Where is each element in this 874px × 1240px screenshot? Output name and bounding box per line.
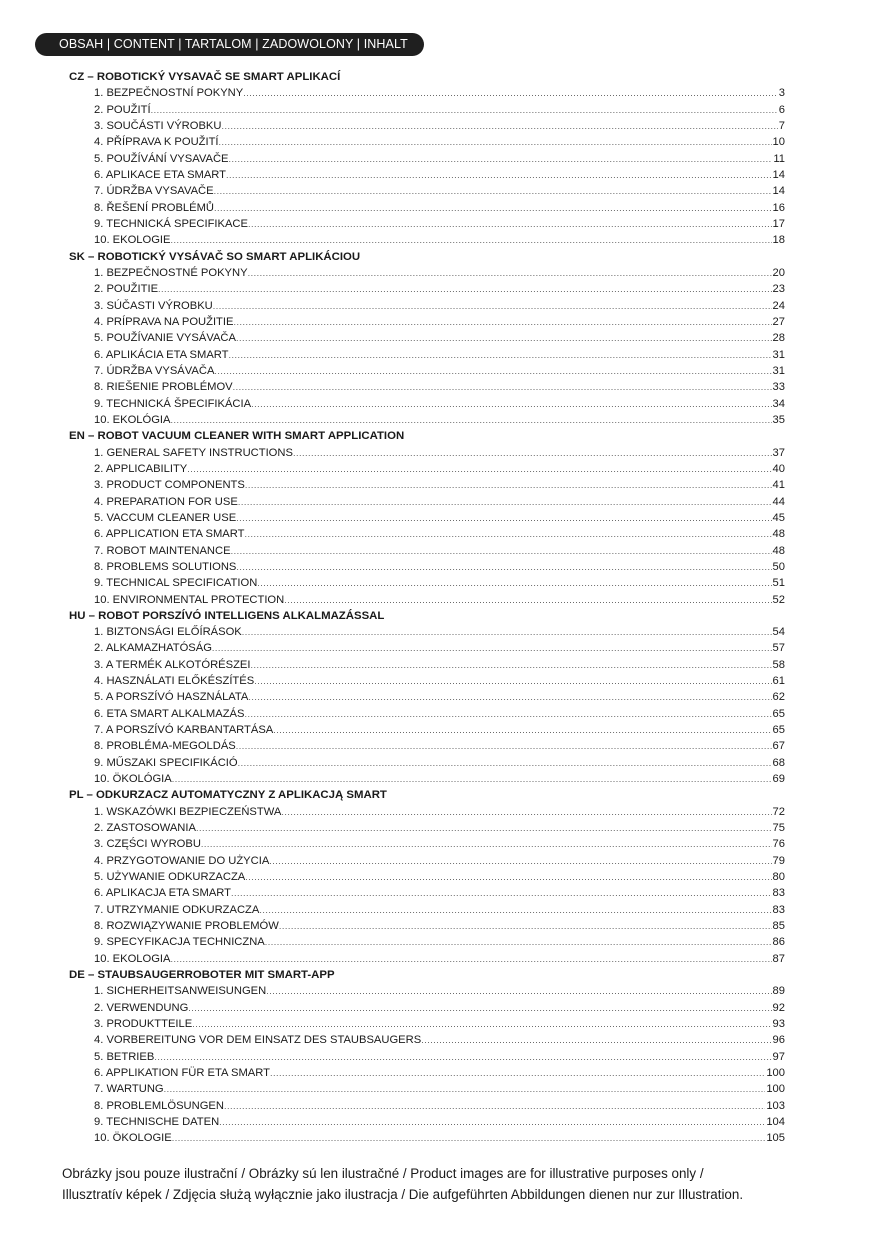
toc-entry[interactable] (69, 575, 785, 591)
entry-page-number: 7 (778, 119, 785, 132)
entry-page-number: 83 (772, 903, 785, 916)
entry-page-number: 104 (766, 1116, 785, 1128)
entry-label: 2. POUŽITIE (94, 283, 159, 296)
entry-label: 7. ÚDRŽBA VYSÁVAČA (94, 364, 215, 377)
dot-leader (245, 477, 772, 493)
toc-entry[interactable] (69, 396, 785, 412)
dot-leader (214, 183, 772, 199)
toc-entry[interactable] (69, 461, 785, 477)
dot-leader (238, 494, 772, 510)
toc-entry[interactable] (69, 477, 785, 493)
entry-label: 1. SICHERHEITSANWEISUNGEN (94, 985, 267, 998)
section-heading: PL – ODKURZACZ AUTOMATYCZNY Z APLIKACJĄ SMART (69, 789, 387, 802)
dot-leader (219, 1114, 765, 1130)
dot-leader (244, 706, 771, 722)
entry-page-number: 37 (772, 446, 785, 459)
table-of-contents (69, 69, 785, 1147)
dot-leader (188, 1000, 771, 1016)
entry-label: 3. SÚČASTI VÝROBKU (94, 299, 213, 312)
toc-entry[interactable] (69, 265, 785, 281)
dot-leader (172, 1130, 766, 1146)
entry-label: 4. HASZNÁLATI ELŐKÉSZÍTÉS (94, 675, 255, 688)
entry-page-number: 86 (772, 936, 785, 949)
entry-label: 7. A PORSZÍVÓ KARBANTARTÁSA (94, 724, 274, 737)
entry-page-number: 105 (766, 1132, 785, 1145)
entry-page-number: 57 (772, 642, 785, 655)
toc-entry[interactable] (69, 689, 785, 705)
section-heading: EN – ROBOT VACUUM CLEANER WITH SMART APPLICATION (69, 430, 405, 443)
dot-leader (254, 673, 771, 689)
entry-page-number: 10 (772, 136, 785, 149)
dot-leader (224, 1098, 765, 1114)
toc-entry[interactable] (69, 918, 785, 934)
toc-section (69, 249, 785, 429)
entry-label: 1. WSKAZÓWKI BEZPIECZEŃSTWA (94, 805, 282, 818)
entry-label: 10. EKOLOGIA (94, 952, 171, 965)
toc-entry[interactable] (69, 412, 785, 428)
toc-entry[interactable] (69, 755, 785, 771)
dot-leader (196, 820, 772, 836)
entry-page-number: 85 (772, 920, 785, 933)
dot-leader (170, 412, 771, 428)
disclaimer-line: Obrázky jsou pouze ilustrační / Obrázky sú len ilustračné / Product images are for illustrative purposes only / (62, 1166, 704, 1181)
entry-page-number: 80 (772, 871, 785, 884)
toc-entry[interactable] (69, 183, 785, 199)
dot-leader (151, 102, 778, 118)
entry-label: 3. PRODUCT COMPONENTS (94, 479, 245, 492)
dot-leader (279, 918, 772, 934)
entry-label: 9. MŰSZAKI SPECIFIKÁCIÓ (94, 756, 238, 769)
toc-entry[interactable] (69, 657, 785, 673)
entry-page-number: 45 (772, 511, 785, 524)
section-heading: SK – ROBOTICKÝ VYSÁVAČ SO SMART APLIKÁCIOU (69, 250, 361, 263)
dot-leader (229, 347, 772, 363)
entry-label: 8. PROBLEMS SOLUTIONS (94, 560, 237, 573)
dot-leader (236, 559, 771, 575)
toc-entry[interactable] (69, 592, 785, 608)
entry-label: 6. APLIKACJA ETA SMART (94, 887, 231, 900)
entry-page-number: 33 (772, 381, 785, 394)
entry-page-number: 18 (772, 234, 785, 247)
entry-page-number: 96 (772, 1034, 785, 1047)
disclaimer-line: Illusztratív képek / Zdjęcia służą wyłącznie jako ilustracja / Die aufgeführten Abbildungen dienen nur zur Illustration. (62, 1187, 744, 1202)
toc-entry[interactable] (69, 1049, 785, 1065)
dot-leader (229, 151, 773, 167)
entry-label: 10. ENVIRONMENTAL PROTECTION (94, 593, 285, 606)
entry-page-number: 50 (772, 560, 785, 573)
dot-leader (265, 934, 772, 950)
entry-label: 3. A TERMÉK ALKOTÓRÉSZEI (94, 658, 251, 671)
toc-entry[interactable] (69, 983, 785, 999)
entry-label: 6. APLIKÁCIA ETA SMART (94, 348, 229, 361)
illustration-disclaimer (62, 1163, 852, 1205)
entry-page-number: 17 (772, 217, 785, 230)
toc-entry[interactable] (69, 445, 785, 461)
entry-label: 2. ALKAMAZHATÓSÁG (94, 642, 212, 655)
entry-page-number: 24 (772, 299, 785, 312)
entry-page-number: 93 (772, 1018, 785, 1031)
toc-entry[interactable] (69, 902, 785, 918)
toc-entry[interactable] (69, 836, 785, 852)
toc-entry[interactable] (69, 543, 785, 559)
entry-label: 6. APPLICATION ETA SMART (94, 528, 245, 541)
dot-leader (214, 200, 772, 216)
toc-entry[interactable] (69, 330, 785, 346)
entry-page-number: 65 (772, 707, 785, 720)
dot-leader (164, 1081, 766, 1097)
toc-entry[interactable] (69, 134, 785, 150)
dot-leader (231, 543, 772, 559)
dot-leader (266, 983, 771, 999)
dot-leader (226, 167, 772, 183)
entry-page-number: 51 (772, 577, 785, 590)
entry-page-number: 76 (772, 838, 785, 851)
toc-entry[interactable] (69, 869, 785, 885)
dot-leader (233, 314, 771, 330)
toc-entry[interactable] (69, 820, 785, 836)
toc-entry[interactable] (69, 1098, 785, 1114)
dot-leader (221, 118, 777, 134)
dot-leader (187, 461, 771, 477)
entry-page-number: 100 (766, 1067, 785, 1080)
entry-label: 8. ŘEŠENÍ PROBLÉMŮ (94, 201, 214, 214)
entry-page-number: 83 (772, 887, 785, 900)
entry-page-number: 23 (772, 283, 785, 296)
entry-label: 3. CZĘŚCI WYROBU (94, 838, 201, 851)
toc-entry[interactable] (69, 510, 785, 526)
entry-label: 8. RIEŠENIE PROBLÉMOV (94, 381, 233, 394)
entry-page-number: 35 (772, 413, 785, 426)
dot-leader (170, 951, 771, 967)
dot-leader (212, 640, 772, 656)
toc-section (69, 428, 785, 608)
entry-page-number: 41 (772, 479, 785, 492)
entry-page-number: 44 (772, 495, 785, 508)
dot-leader (213, 298, 772, 314)
dot-leader (248, 265, 772, 281)
dot-leader (170, 232, 771, 248)
dot-leader (273, 722, 771, 738)
entry-page-number: 52 (772, 593, 785, 606)
entry-label: 1. GENERAL SAFETY INSTRUCTIONS (94, 446, 293, 459)
dot-leader (259, 902, 771, 918)
entry-label: 10. ÖKOLÓGIA (94, 773, 172, 786)
toc-entry[interactable] (69, 771, 785, 787)
dot-leader (248, 689, 771, 705)
entry-label: 10. ÖKOLOGIE (94, 1132, 172, 1145)
entry-page-number: 67 (772, 740, 785, 753)
entry-page-number: 40 (772, 462, 785, 475)
entry-page-number: 34 (772, 397, 785, 410)
toc-entry[interactable] (69, 1032, 785, 1048)
entry-page-number: 89 (772, 985, 785, 998)
entry-label: 1. BEZPEČNOSTNÉ POKYNY (94, 266, 248, 279)
toc-entry[interactable] (69, 379, 785, 395)
toc-entry[interactable] (69, 853, 785, 869)
entry-page-number: 6 (778, 103, 785, 116)
section-heading: HU – ROBOT PORSZÍVÓ INTELLIGENS ALKALMAZÁSSAL (69, 609, 385, 622)
entry-page-number: 11 (773, 152, 785, 165)
toc-entry[interactable] (69, 118, 785, 134)
toc-entry[interactable] (69, 885, 785, 901)
toc-entry[interactable] (69, 706, 785, 722)
toc-entry[interactable] (69, 1065, 785, 1081)
dot-leader (242, 624, 772, 640)
entry-label: 10. EKOLÓGIA (94, 413, 171, 426)
entry-label: 7. WARTUNG (94, 1083, 164, 1096)
toc-section (69, 69, 785, 249)
toc-entry[interactable] (69, 1081, 785, 1097)
entry-label: 1. BEZPEČNOSTNÍ POKYNY (94, 87, 244, 100)
dot-leader (154, 1049, 771, 1065)
entry-page-number: 14 (772, 185, 785, 198)
toc-entry[interactable] (69, 102, 785, 118)
toc-header-title: OBSAH | CONTENT | TARTALOM | ZADOWOLONY | INHALT (59, 37, 408, 51)
dot-leader (245, 869, 771, 885)
entry-label: 4. VORBEREITUNG VOR DEM EINSATZ DES STAUBSAUGERS (94, 1034, 422, 1047)
dot-leader (293, 445, 772, 461)
entry-page-number: 27 (772, 315, 785, 328)
entry-label: 5. BETRIEB (94, 1050, 155, 1063)
entry-page-number: 69 (772, 773, 785, 786)
entry-label: 2. POUŽITÍ (94, 103, 151, 116)
dot-leader (172, 771, 772, 787)
entry-label: 4. PREPARATION FOR USE (94, 495, 238, 508)
dot-leader (192, 1016, 771, 1032)
dot-leader (158, 281, 772, 297)
dot-leader (257, 575, 771, 591)
entry-page-number: 16 (772, 201, 785, 214)
entry-page-number: 14 (772, 168, 785, 181)
dot-leader (238, 755, 772, 771)
toc-entry[interactable] (69, 804, 785, 820)
entry-label: 9. SPECYFIKACJA TECHNICZNA (94, 936, 265, 949)
entry-label: 9. TECHNICKÁ ŠPECIFIKÁCIA (94, 397, 252, 410)
entry-page-number: 72 (772, 805, 785, 818)
entry-label: 3. SOUČÁSTI VÝROBKU (94, 119, 222, 132)
dot-leader (248, 216, 772, 232)
toc-entry[interactable] (69, 167, 785, 183)
entry-label: 6. APLIKACE ETA SMART (94, 168, 227, 181)
toc-header-banner (35, 33, 424, 56)
toc-entry[interactable] (69, 624, 785, 640)
entry-label: 5. A PORSZÍVÓ HASZNÁLATA (94, 691, 249, 704)
toc-entry[interactable] (69, 281, 785, 297)
entry-page-number: 58 (772, 658, 785, 671)
toc-section (69, 787, 785, 967)
entry-label: 3. PRODUKTTEILE (94, 1018, 193, 1031)
toc-entry[interactable] (69, 314, 785, 330)
toc-entry[interactable] (69, 738, 785, 754)
toc-entry[interactable] (69, 232, 785, 248)
entry-label: 5. POUŽÍVANIE VYSÁVAČA (94, 332, 236, 345)
toc-entry[interactable] (69, 85, 785, 101)
dot-leader (236, 738, 772, 754)
dot-leader (231, 885, 772, 901)
entry-page-number: 68 (772, 756, 785, 769)
dot-leader (421, 1032, 771, 1048)
entry-label: 8. PROBLEMLÖSUNGEN (94, 1099, 224, 1112)
dot-leader (251, 396, 771, 412)
dot-leader (250, 657, 771, 673)
toc-entry[interactable] (69, 216, 785, 232)
entry-page-number: 75 (772, 822, 785, 835)
entry-page-number: 54 (772, 626, 785, 639)
dot-leader (244, 526, 771, 542)
toc-entry[interactable] (69, 951, 785, 967)
section-heading: CZ – ROBOTICKÝ VYSAVAČ SE SMART APLIKACÍ (69, 71, 341, 83)
entry-label: 6. ETA SMART ALKALMAZÁS (94, 707, 245, 720)
entry-label: 10. EKOLOGIE (94, 234, 171, 247)
entry-label: 5. POUŽÍVÁNÍ VYSAVAČE (94, 152, 229, 165)
toc-entry[interactable] (69, 934, 785, 950)
entry-label: 5. UŻYWANIE ODKURZACZA (94, 871, 246, 884)
dot-leader (236, 510, 771, 526)
toc-entry[interactable] (69, 559, 785, 575)
entry-label: 7. UTRZYMANIE ODKURZACZA (94, 903, 260, 916)
toc-entry[interactable] (69, 722, 785, 738)
entry-page-number: 61 (772, 675, 785, 688)
section-heading: DE – STAUBSAUGERROBOTER MIT SMART-APP (69, 969, 335, 982)
toc-entry[interactable] (69, 363, 785, 379)
entry-label: 5. VACCUM CLEANER USE (94, 511, 237, 524)
entry-label: 7. ROBOT MAINTENANCE (94, 544, 231, 557)
entry-label: 7. ÚDRŽBA VYSAVAČE (94, 185, 214, 198)
dot-leader (214, 363, 771, 379)
toc-entry[interactable] (69, 151, 785, 167)
toc-entry[interactable] (69, 673, 785, 689)
dot-leader (233, 379, 772, 395)
dot-leader (284, 592, 771, 608)
entry-label: 2. APPLICABILITY (94, 462, 188, 475)
entry-label: 2. ZASTOSOWANIA (94, 822, 196, 835)
entry-page-number: 28 (772, 332, 785, 345)
entry-label: 9. TECHNICKÁ SPECIFIKACE (94, 217, 248, 230)
entry-label: 4. PRZYGOTOWANIE DO UŻYCIA (94, 854, 270, 867)
toc-entry[interactable] (69, 1000, 785, 1016)
entry-page-number: 31 (772, 348, 785, 361)
toc-entry[interactable] (69, 1130, 785, 1146)
dot-leader (236, 330, 772, 346)
dot-leader (281, 804, 771, 820)
dot-leader (219, 134, 772, 150)
toc-section (69, 967, 785, 1147)
toc-entry[interactable] (69, 526, 785, 542)
entry-page-number: 31 (772, 364, 785, 377)
toc-entry[interactable] (69, 640, 785, 656)
entry-label: 4. PRÍPRAVA NA POUŽITIE (94, 315, 234, 328)
entry-page-number: 103 (766, 1099, 785, 1112)
toc-entry[interactable] (69, 1114, 785, 1130)
entry-label: 4. PŘÍPRAVA K POUŽITÍ (94, 136, 219, 149)
dot-leader (269, 853, 771, 869)
entry-label: 2. VERWENDUNG (94, 1001, 189, 1014)
entry-label: 8. PROBLÉMA-MEGOLDÁS (94, 740, 236, 753)
entry-page-number: 48 (772, 528, 785, 541)
entry-label: 9. TECHNICAL SPECIFICATION (94, 577, 258, 590)
entry-page-number: 48 (772, 544, 785, 557)
toc-entry[interactable] (69, 494, 785, 510)
entry-page-number: 3 (778, 87, 785, 100)
toc-entry[interactable] (69, 347, 785, 363)
toc-entry[interactable] (69, 200, 785, 216)
entry-page-number: 87 (772, 952, 785, 965)
entry-page-number: 100 (766, 1083, 785, 1096)
entry-page-number: 97 (772, 1050, 785, 1063)
entry-page-number: 62 (772, 691, 785, 704)
dot-leader (201, 836, 772, 852)
entry-label: 8. ROZWIĄZYWANIE PROBLEMÓW (94, 920, 279, 933)
entry-page-number: 65 (772, 724, 785, 737)
entry-label: 1. BIZTONSÁGI ELŐÍRÁSOK (94, 626, 242, 639)
entry-page-number: 92 (772, 1001, 785, 1014)
toc-section (69, 608, 785, 788)
entry-label: 9. TECHNISCHE DATEN (94, 1116, 220, 1128)
entry-page-number: 79 (772, 854, 785, 867)
dot-leader (243, 85, 778, 101)
dot-leader (270, 1065, 765, 1081)
entry-label: 6. APPLIKATION FÜR ETA SMART (94, 1067, 270, 1080)
entry-page-number: 20 (772, 266, 785, 279)
toc-entry[interactable] (69, 298, 785, 314)
toc-entry[interactable] (69, 1016, 785, 1032)
